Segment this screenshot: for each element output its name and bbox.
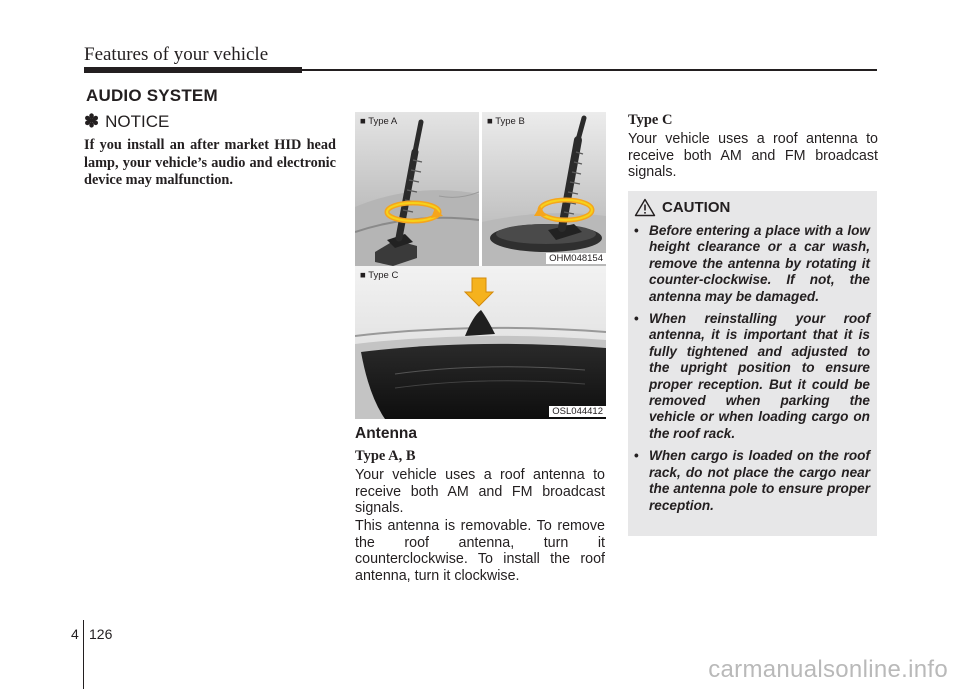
figure-type-b: [482, 112, 606, 266]
bullet-icon: •: [634, 223, 639, 238]
caution-item: [634, 311, 870, 442]
figure-type-b-label: ■ Type B: [487, 116, 525, 127]
notice-body: If you install an after market HID head lamp, your vehicle’s audio and electronic device may malfunction.: [84, 137, 336, 188]
running-header: Features of your vehicle: [84, 44, 269, 65]
caution-item-text: When reinstalling your roof antenna, it is important that it is fully tightened and adjusted to the upright position to ensure proper reception. But it could be removed when parking the vehicle or when loading cargo on the roof rack.: [649, 311, 870, 441]
figure-code-bottom: OSL044412: [549, 406, 606, 417]
caution-item: [634, 448, 870, 514]
antenna-type-a-illustration: [355, 112, 479, 266]
figure-type-c: [355, 266, 606, 419]
notice-heading-label: NOTICE: [105, 111, 170, 131]
antenna-type-c-illustration: [355, 266, 606, 419]
type-c-paragraph: Your vehicle uses a roof antenna to receive both AM and FM broadcast signals.: [628, 131, 878, 180]
figure-type-a: [355, 112, 479, 266]
caution-item-text: Before entering a place with a low height clearance or a car wash, remove the antenna by rotating it counter-clockwise. If not, the antenna may be damaged.: [649, 223, 870, 304]
bullet-icon: •: [634, 448, 639, 464]
figure-type-c-label: ■ Type C: [360, 270, 399, 281]
type-ab-paragraph-2: This antenna is removable. To remove the roof antenna, turn it counterclockwise. To install the roof antenna, turn it clockwise.: [355, 518, 605, 584]
caution-heading-label: CAUTION: [662, 199, 731, 216]
notice-heading: [84, 111, 169, 132]
type-ab-heading: Type A, B: [355, 448, 416, 464]
caution-list: [634, 223, 870, 520]
type-ab-paragraph-1: Your vehicle uses a roof antenna to receive both AM and FM broadcast signals.: [355, 467, 605, 516]
page-number: 126: [89, 626, 113, 642]
figure-code-top: OHM048154: [546, 253, 606, 264]
header-bar: [84, 67, 302, 73]
notice-mark-icon: ✽: [84, 111, 100, 131]
watermark: carmanualsonline.info: [708, 656, 948, 683]
warning-triangle-icon: [634, 198, 656, 217]
type-c-heading: Type C: [628, 112, 673, 128]
figure-type-a-label: ■ Type A: [360, 116, 398, 127]
antenna-heading: Antenna: [355, 425, 417, 442]
section-title: AUDIO SYSTEM: [86, 86, 218, 105]
antenna-type-b-illustration: [482, 112, 606, 266]
caution-heading: [634, 198, 730, 217]
footer-rule: [83, 620, 84, 689]
caution-item: [634, 223, 870, 305]
caution-item-text: When cargo is loaded on the roof rack, do not place the cargo near the antenna pole to ensure proper reception.: [649, 448, 870, 513]
bullet-icon: •: [634, 311, 639, 327]
chapter-number: 4: [71, 626, 79, 642]
